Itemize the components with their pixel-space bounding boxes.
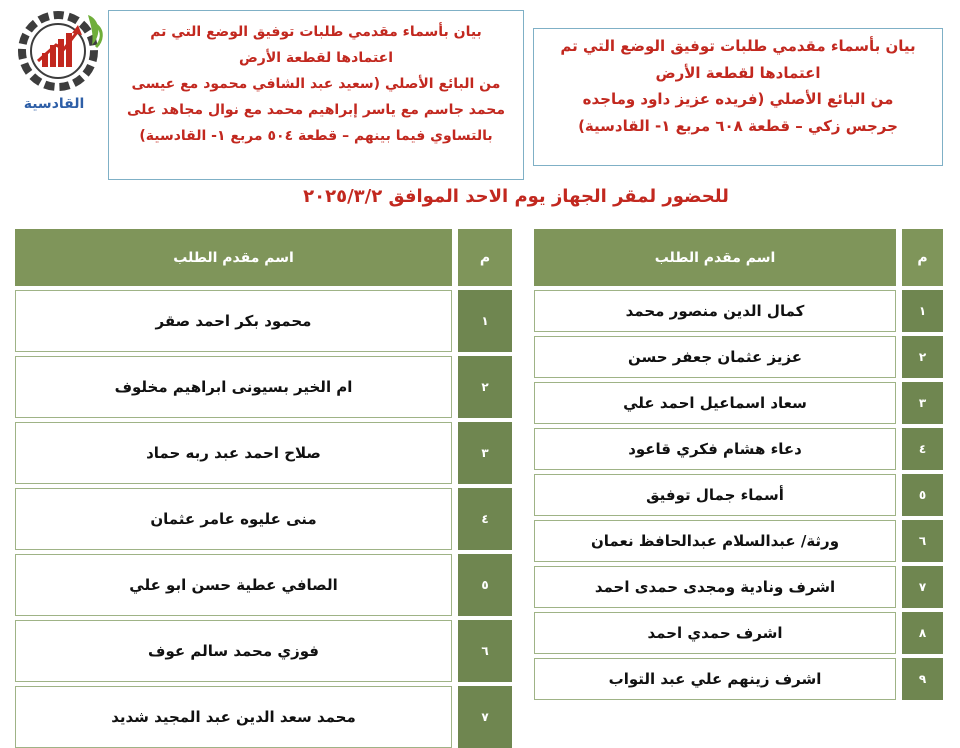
notice-line: بيان بأسماء مقدمي طلبات توفيق الوضع التي تم bbox=[150, 24, 482, 40]
table-row bbox=[534, 474, 943, 516]
applicant-name-cell: ورثة/ عبدالسلام عبدالحافظ نعمان bbox=[534, 520, 896, 562]
table-row bbox=[534, 612, 943, 654]
header-name-cell: اسم مقدم الطلب bbox=[534, 229, 896, 286]
notice-line: من البائع الأصلي (فريده عزيز داود وماجده bbox=[582, 90, 894, 108]
table-row bbox=[534, 520, 943, 562]
table-row bbox=[15, 356, 512, 418]
applicant-name-cell: دعاء هشام فكري قاعود bbox=[534, 428, 896, 470]
table-row bbox=[15, 290, 512, 352]
applicant-name-cell: فوزي محمد سالم عوف bbox=[15, 620, 452, 682]
table-row bbox=[15, 620, 512, 682]
row-number-cell: ٥ bbox=[458, 554, 512, 616]
applicant-name-cell: اشرف حمدي احمد bbox=[534, 612, 896, 654]
applicant-name-cell: الصافي عطية حسن ابو علي bbox=[15, 554, 452, 616]
notice-line: بالتساوي فيما بينهم – قطعة ٥٠٤ مربع ١- القادسية) bbox=[139, 128, 493, 144]
row-number-cell: ٧ bbox=[902, 566, 943, 608]
applicant-name-cell: منى عليوه عامر عثمان bbox=[15, 488, 452, 550]
table-row bbox=[534, 290, 943, 332]
row-number-cell: ٦ bbox=[902, 520, 943, 562]
notice-box-left bbox=[108, 10, 524, 180]
row-number-cell: ٩ bbox=[902, 658, 943, 700]
table-row bbox=[534, 658, 943, 700]
header-num-cell: م bbox=[902, 229, 943, 286]
row-number-cell: ٦ bbox=[458, 620, 512, 682]
table-row bbox=[534, 382, 943, 424]
row-number-cell: ٣ bbox=[902, 382, 943, 424]
row-number-cell: ٤ bbox=[458, 488, 512, 550]
notice-box-right bbox=[533, 28, 943, 166]
row-number-cell: ٤ bbox=[902, 428, 943, 470]
notice-line: بيان بأسماء مقدمي طلبات توفيق الوضع التي تم bbox=[560, 37, 916, 55]
row-number-cell: ١ bbox=[458, 290, 512, 352]
row-number-cell: ٥ bbox=[902, 474, 943, 516]
applicant-name-cell: كمال الدين منصور محمد bbox=[534, 290, 896, 332]
logo-caption: القادسية bbox=[23, 96, 85, 112]
applicant-name-cell: صلاح احمد عبد ربه حماد bbox=[15, 422, 452, 484]
row-number-cell: ٧ bbox=[458, 686, 512, 748]
applicant-name-cell: اشرف ونادية ومجدى حمدى احمد bbox=[534, 566, 896, 608]
row-number-cell: ٨ bbox=[902, 612, 943, 654]
row-number-cell: ٢ bbox=[902, 336, 943, 378]
applicant-name-cell: عزيز عثمان جعفر حسن bbox=[534, 336, 896, 378]
table-row bbox=[15, 488, 512, 550]
header-name-cell: اسم مقدم الطلب bbox=[15, 229, 452, 286]
table-row bbox=[534, 566, 943, 608]
table-row bbox=[534, 336, 943, 378]
table-row bbox=[15, 422, 512, 484]
notice-line: جرجس زكي – قطعة ٦٠٨ مربع ١- القادسية) bbox=[578, 116, 898, 135]
notice-line: اعتمادها لقطعة الأرض bbox=[655, 63, 821, 82]
table-header bbox=[534, 229, 943, 286]
city-emblem-icon bbox=[8, 5, 104, 101]
header-num-cell: م bbox=[458, 229, 512, 286]
table-row bbox=[15, 554, 512, 616]
applicant-name-cell: اشرف زينهم علي عبد التواب bbox=[534, 658, 896, 700]
row-number-cell: ٢ bbox=[458, 356, 512, 418]
notice-line: اعتمادها لقطعة الأرض bbox=[238, 50, 394, 66]
meeting-notice: للحضور لمقر الجهاز يوم الاحد الموافق ٢٠٢٥/٣/٢ bbox=[303, 186, 729, 207]
notice-line: من البائع الأصلي (سعيد عبد الشافي محمود مع عيسى bbox=[131, 76, 501, 92]
applicant-name-cell: سعاد اسماعيل احمد علي bbox=[534, 382, 896, 424]
applicant-name-cell: محمود بكر احمد صقر bbox=[15, 290, 452, 352]
notice-line: محمد جاسم مع ياسر إبراهيم محمد مع نوال مجاهد على bbox=[126, 102, 506, 118]
applicant-name-cell: أسماء جمال توفيق bbox=[534, 474, 896, 516]
applicant-name-cell: محمد سعد الدين عبد المجيد شديد bbox=[15, 686, 452, 748]
row-number-cell: ١ bbox=[902, 290, 943, 332]
table-row bbox=[15, 686, 512, 748]
table-row bbox=[534, 428, 943, 470]
applicant-name-cell: ام الخير بسيونى ابراهيم مخلوف bbox=[15, 356, 452, 418]
row-number-cell: ٣ bbox=[458, 422, 512, 484]
table-header bbox=[15, 229, 512, 286]
